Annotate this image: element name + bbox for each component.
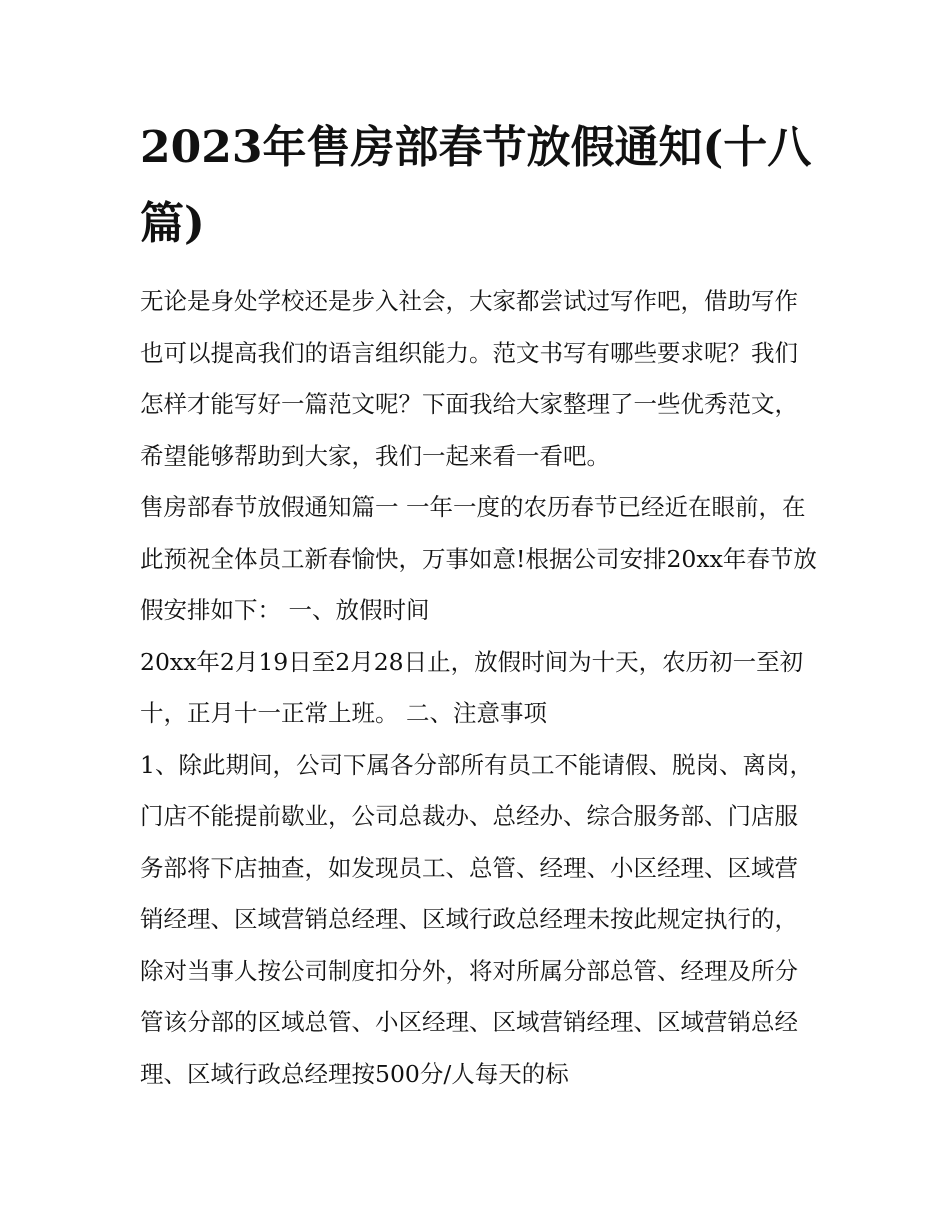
document-page <box>140 110 820 1100</box>
document-body <box>140 276 820 1100</box>
paragraph-rules: 1、除此期间，公司下属各分部所有员工不能请假、脱岗、离岗，门店不能提前歇业，公司总裁办、总经办、综合服务部、门店服务部将下店抽查，如发现员工、总管、经理、小区经理、区域营销经理、区域营销总经理、区域行政总经理未按此规定执行的，除对当事人按公司制度扣分外，将对所属分部总管、经理及所分管该分部的区域总管、小区经理、区域营销经理、区域营销总经理、区域行政总经理按500分/人每天的标 <box>140 750 813 1088</box>
paragraph-notice-1: 售房部春节放假通知篇一 一年一度的农历春节已经近在眼前，在此预祝全体员工新春愉快，万事如意!根据公司安排20xx年春节放假安排如下： 一、放假时间 <box>140 493 817 624</box>
document-title: 2023年售房部春节放假通知(十八篇) <box>140 122 812 249</box>
paragraph-holiday-time: 20xx年2月19日至2月28日止，放假时间为十天，农历初一至初十，正月十一正常上班。 二、注意事项 <box>140 647 804 727</box>
paragraph-intro: 无论是身处学校还是步入社会，大家都尝试过写作吧，借助写作也可以提高我们的语言组织能力。范文书写有哪些要求呢？我们怎样才能写好一篇范文呢？下面我给大家整理了一些优秀范文，希望能够帮助到大家，我们一起来看一看吧。 <box>140 287 798 470</box>
